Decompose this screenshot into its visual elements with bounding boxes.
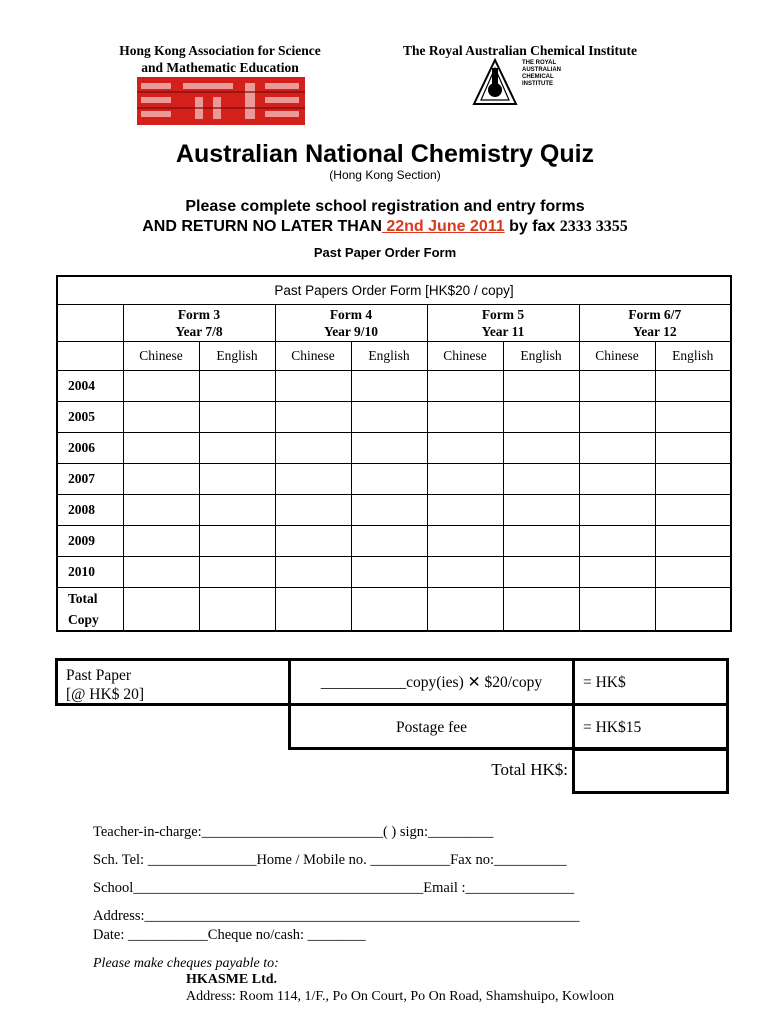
quantity-cell[interactable] [427, 402, 503, 433]
quantity-cell[interactable] [351, 526, 427, 557]
form-header-line2: Year 9/10 [323, 324, 379, 339]
instructions [0, 197, 770, 237]
postage-label: Postage fee [288, 703, 575, 750]
year-label: 2006 [57, 433, 123, 464]
quantity-cell[interactable] [275, 495, 351, 526]
quantity-cell[interactable] [579, 402, 655, 433]
quantity-cell[interactable] [427, 588, 503, 632]
quantity-cell[interactable] [427, 371, 503, 402]
quantity-cell[interactable] [123, 464, 199, 495]
hkasme-name [95, 42, 345, 76]
quantity-cell[interactable] [427, 433, 503, 464]
quantity-cell[interactable] [123, 433, 199, 464]
total-amount-field[interactable] [572, 748, 729, 794]
quantity-cell[interactable] [503, 495, 579, 526]
quantity-cell[interactable] [351, 557, 427, 588]
quantity-cell[interactable] [275, 526, 351, 557]
quantity-cell[interactable] [427, 464, 503, 495]
quantity-cell[interactable] [503, 371, 579, 402]
form-header [579, 305, 731, 342]
total-line2: Copy [68, 612, 99, 627]
raci-logo-text [522, 60, 561, 88]
deadline-date: 22nd June 2011 [381, 218, 505, 235]
hkasme-name-line2: and Mathematic Education [141, 60, 299, 75]
quantity-cell[interactable] [123, 557, 199, 588]
quantity-cell[interactable] [427, 557, 503, 588]
quantity-cell[interactable] [275, 402, 351, 433]
payment-note: Please make cheques payable to: [93, 956, 279, 971]
teacher-field[interactable]: Teacher-in-charge:_________________________( ) sign:_________ [93, 824, 494, 840]
copies-field[interactable]: ___________copy(ies) ✕ $20/copy [288, 658, 575, 706]
hkasme-logo [137, 77, 305, 125]
language-header: English [503, 342, 579, 371]
quantity-cell[interactable] [427, 495, 503, 526]
form-header-line1: Form 4 [329, 307, 373, 322]
quantity-cell[interactable] [655, 371, 731, 402]
form-header-line1: Form 5 [481, 307, 525, 322]
fax-number: 2333 3355 [559, 218, 628, 235]
quantity-cell[interactable] [199, 402, 275, 433]
instructions-suffix: by fax [504, 218, 560, 235]
quantity-cell[interactable] [579, 557, 655, 588]
language-header: Chinese [123, 342, 199, 371]
quantity-cell[interactable] [199, 464, 275, 495]
page-subtitle: (Hong Kong Section) [329, 168, 441, 182]
quantity-cell[interactable] [123, 588, 199, 632]
quantity-cell[interactable] [123, 495, 199, 526]
quantity-cell[interactable] [275, 557, 351, 588]
quantity-cell[interactable] [123, 402, 199, 433]
hkasme-name-line1: Hong Kong Association for Science [119, 43, 321, 58]
form-header [123, 305, 275, 342]
quantity-cell[interactable] [199, 433, 275, 464]
form-label: Past Paper Order Form [313, 245, 457, 260]
year-row [57, 464, 731, 495]
quantity-cell[interactable] [351, 371, 427, 402]
raci-logo-line1: THE ROYAL [522, 60, 557, 66]
page-title: Australian National Chemistry Quiz [175, 140, 595, 168]
payee-address: Address: Room 114, 1/F., Po On Court, Po On Road, Shamshuipo, Kowloon [186, 989, 615, 1004]
past-paper-price: [@ HK$ 20] [66, 686, 144, 703]
year-row [57, 526, 731, 557]
raci-logo-icon [472, 58, 518, 108]
quantity-cell[interactable] [655, 588, 731, 632]
quantity-cell[interactable] [427, 526, 503, 557]
quantity-cell[interactable] [503, 526, 579, 557]
language-header: English [655, 342, 731, 371]
school-email-field[interactable]: School________________________________________Email :_______________ [93, 880, 575, 896]
copies-subtotal[interactable]: = HK$ [572, 658, 729, 706]
order-table-header: Past Papers Order Form [HK$20 / copy] [57, 276, 731, 305]
language-header: Chinese [579, 342, 655, 371]
quantity-cell[interactable] [199, 557, 275, 588]
blank-cell [57, 342, 123, 371]
payee-name: HKASME Ltd. [186, 972, 278, 987]
language-header: Chinese [427, 342, 503, 371]
quantity-cell[interactable] [351, 433, 427, 464]
quantity-cell[interactable] [655, 526, 731, 557]
quantity-cell[interactable] [275, 588, 351, 632]
quantity-cell[interactable] [199, 588, 275, 632]
raci-logo-line4: INSTITUTE [522, 81, 553, 87]
year-label: 2004 [57, 371, 123, 402]
quantity-cell[interactable] [579, 526, 655, 557]
quantity-cell[interactable] [199, 526, 275, 557]
raci-logo-line3: CHEMICAL [522, 74, 554, 80]
quantity-cell[interactable] [275, 464, 351, 495]
year-label: 2008 [57, 495, 123, 526]
total-line1: Total [68, 591, 98, 606]
language-header: English [199, 342, 275, 371]
year-row [57, 557, 731, 588]
quantity-cell[interactable] [579, 371, 655, 402]
instructions-line1: Please complete school registration and entry forms [185, 198, 585, 215]
quantity-cell[interactable] [503, 557, 579, 588]
quantity-cell[interactable] [275, 433, 351, 464]
quantity-cell[interactable] [275, 371, 351, 402]
quantity-cell[interactable] [503, 433, 579, 464]
postage-amount: = HK$15 [572, 703, 729, 750]
address-field[interactable]: Address:____________________________________________________________ [93, 908, 580, 924]
quantity-cell[interactable] [579, 588, 655, 632]
quantity-cell[interactable] [351, 495, 427, 526]
form-header-line2: Year 11 [481, 324, 525, 339]
instructions-prefix: AND RETURN NO LATER THAN [142, 218, 382, 235]
quantity-cell[interactable] [503, 588, 579, 632]
total-copy-label [57, 588, 123, 632]
language-header: Chinese [275, 342, 351, 371]
quantity-cell[interactable] [579, 464, 655, 495]
quantity-cell[interactable] [579, 433, 655, 464]
year-row [57, 371, 731, 402]
language-header: English [351, 342, 427, 371]
form-header [427, 305, 579, 342]
tel-field[interactable]: Sch. Tel: _______________Home / Mobile no. ___________Fax no:__________ [93, 852, 567, 868]
quantity-cell[interactable] [655, 557, 731, 588]
raci-name: The Royal Australian Chemical Institute [402, 43, 637, 58]
year-row [57, 495, 731, 526]
quantity-cell[interactable] [503, 402, 579, 433]
form-header-line2: Year 12 [632, 324, 677, 339]
year-label: 2010 [57, 557, 123, 588]
past-paper-price-box [55, 658, 291, 706]
quantity-cell[interactable] [579, 495, 655, 526]
instructions-line2 [0, 217, 770, 237]
quantity-cell[interactable] [655, 402, 731, 433]
year-row [57, 433, 731, 464]
raci-logo-line2: AUSTRALIAN [522, 67, 561, 73]
quantity-cell[interactable] [351, 402, 427, 433]
quantity-cell[interactable] [123, 526, 199, 557]
quantity-cell[interactable] [655, 433, 731, 464]
past-paper-label: Past Paper [66, 667, 132, 684]
form-header [275, 305, 427, 342]
year-row [57, 402, 731, 433]
quantity-cell[interactable] [655, 464, 731, 495]
quantity-cell[interactable] [123, 371, 199, 402]
year-label: 2007 [57, 464, 123, 495]
quantity-cell[interactable] [655, 495, 731, 526]
date-cheque-field[interactable]: Date: ___________Cheque no/cash: ________ [93, 927, 366, 943]
quantity-cell[interactable] [199, 371, 275, 402]
year-label: 2009 [57, 526, 123, 557]
blank-cell [57, 305, 123, 342]
form-header-line1: Form 6/7 [628, 307, 682, 322]
quantity-cell[interactable] [351, 588, 427, 632]
form-header-line1: Form 3 [177, 307, 221, 322]
form-header-line2: Year 7/8 [175, 324, 223, 339]
order-table [56, 275, 732, 632]
quantity-cell[interactable] [503, 464, 579, 495]
quantity-cell[interactable] [199, 495, 275, 526]
total-label: Total HK$: [491, 760, 568, 779]
quantity-cell[interactable] [351, 464, 427, 495]
year-label: 2005 [57, 402, 123, 433]
